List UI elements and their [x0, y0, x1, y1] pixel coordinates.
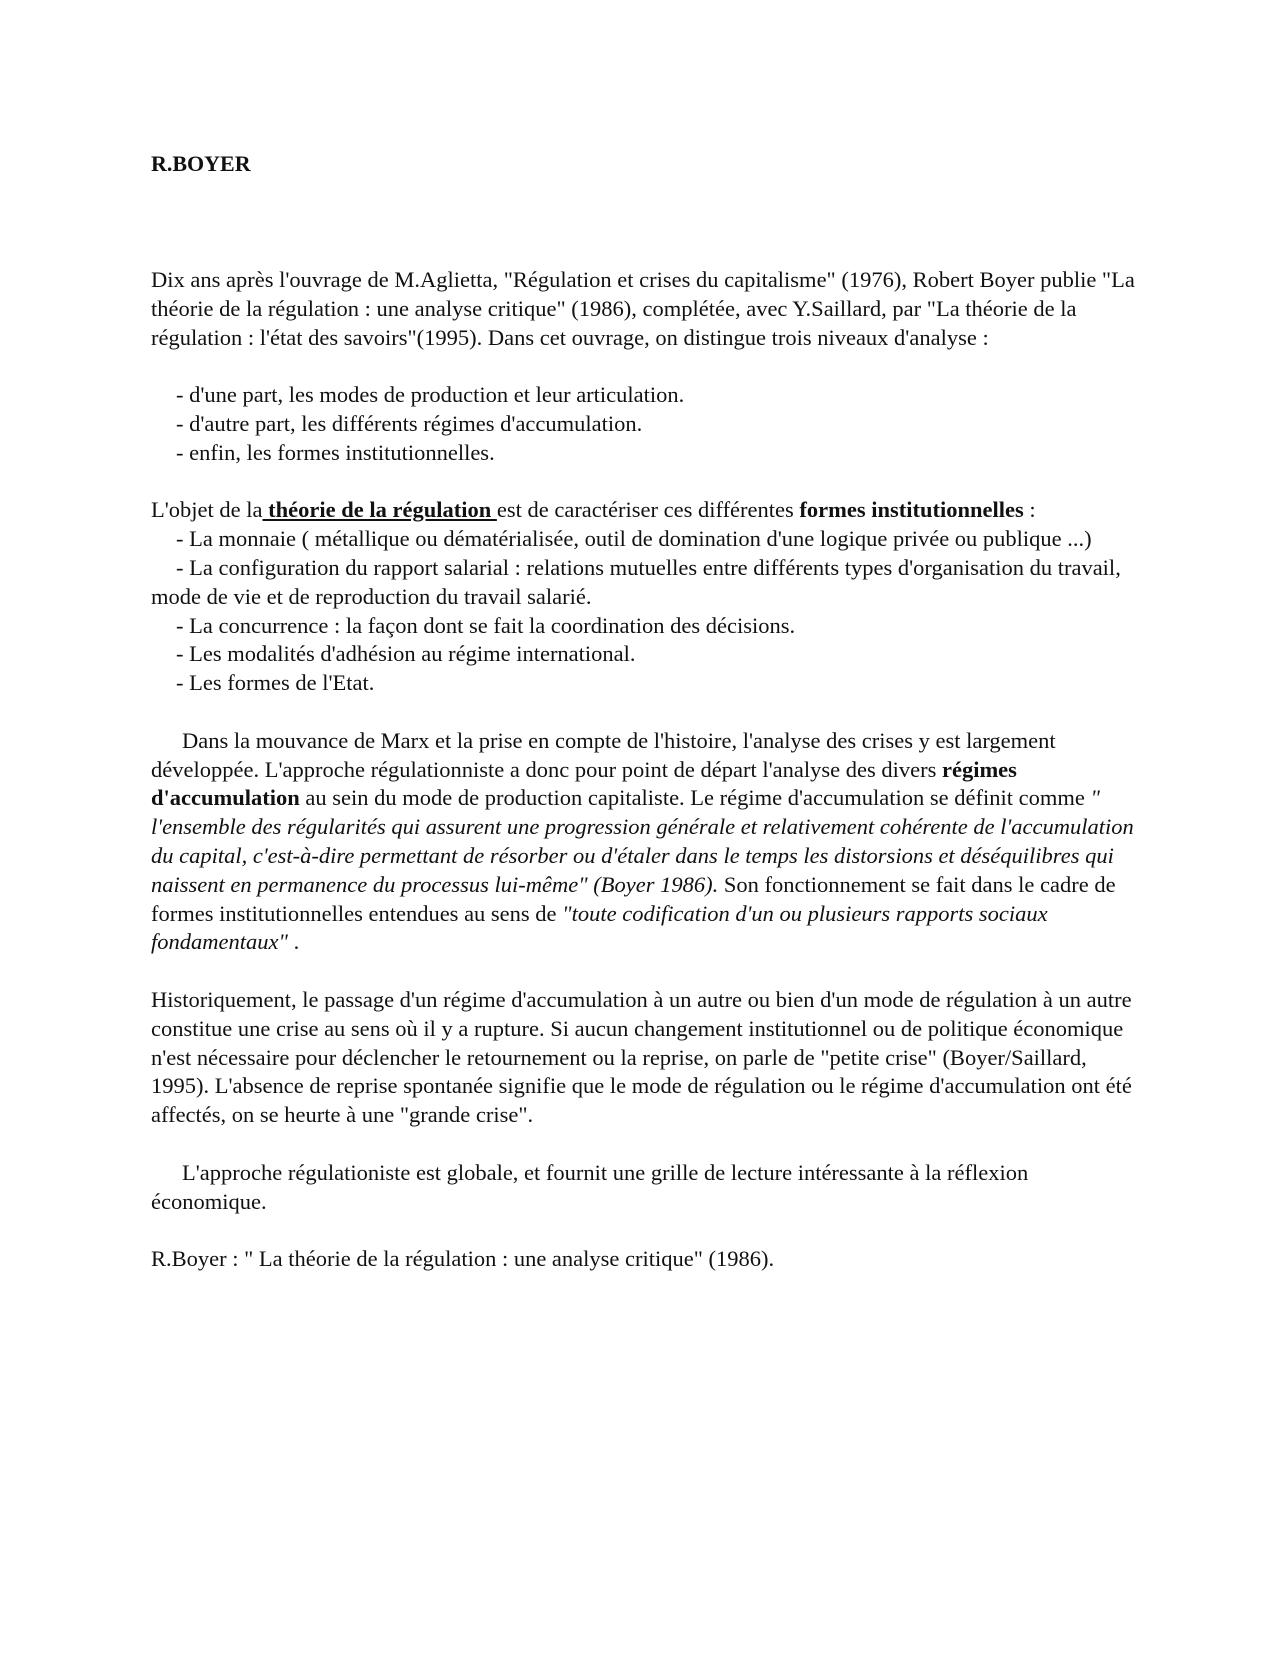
accumulation-regimes-term: régimes d'accumulation — [151, 756, 1017, 811]
object-prefix: L'objet de la — [151, 497, 263, 523]
object-paragraph — [151, 496, 1136, 525]
marx-text-3: Son fonctionnement se fait dans le cadre de formes institutionnelles entendues au sens de — [151, 871, 1116, 926]
object-suffix: : — [1023, 497, 1036, 523]
boyer-quote: " l'ensemble des régularités qui assurent une progression générale et relativement cohérente de l'accumulation du capital, c'est-à-dire permettant de résorber ou d'étaler dans le temps les distorsions et déséquilibres qui naissent en permanence du processus lui-même" (Boyer 1986). — [151, 785, 1134, 897]
list-item: - La configuration du rapport salarial : relations mutuelles entre différents types d'organisation du travail, mode de vie et de reproduction du travail salarié. — [151, 554, 1121, 609]
marx-text-2: au sein du mode de production capitaliste. Le régime d'accumulation se définit comme — [299, 785, 1091, 811]
marx-text-4: . — [287, 929, 300, 955]
list-item: - d'autre part, les différents régimes d'accumulation. — [176, 410, 643, 436]
institutional-forms-term: formes institutionnelles — [799, 497, 1024, 523]
list-item: - enfin, les formes institutionnelles. — [176, 439, 495, 465]
object-middle: est de caractériser ces différentes — [496, 497, 800, 523]
document-body — [151, 266, 1136, 1274]
list-item: - La concurrence : la façon dont se fait la coordination des décisions. — [176, 612, 796, 638]
intro-paragraph: Dix ans après l'ouvrage de M.Aglietta, "Régulation et crises du capitalisme" (1976), Robert Boyer publie "La théorie de la régulation : une analyse critique" (1986), complétée, avec Y.Saillard, par "La théorie de la régulation : l'état des savoirs"(1995). Dans cet ouvrage, on distingue trois niveaux d'analyse : — [151, 267, 1135, 350]
marx-text-1: Dans la mouvance de Marx et la prise en compte de l'histoire, l'analyse des crises y est largement développée. L'approche régulationniste a donc pour point de départ l'analyse des divers — [151, 727, 1056, 782]
codification-quote: "toute codification d'un ou plusieurs rapports sociaux fondamentaux" — [151, 900, 1048, 955]
regulation-theory-link[interactable]: théorie de la régulation — [262, 497, 497, 523]
historical-paragraph: Historiquement, le passage d'un régime d'accumulation à un autre ou bien d'un mode de régulation à un autre constitue une crise au sens où il y a rupture. Si aucun changement institutionnel ou de politique économique n'est nécessaire pour déclencher le retournement ou la reprise, on parle de "petite crise" (Boyer/Saillard, 1995). L'absence de reprise spontanée signifie que le mode de régulation ou le régime d'accumulation ont été affectés, on se heurte à une "grande crise". — [151, 986, 1132, 1128]
conclusion-paragraph: L'approche régulationiste est globale, et fournit une grille de lecture intéressante à la réflexion économique. — [151, 1159, 1029, 1214]
list-item: - Les modalités d'adhésion au régime international. — [176, 641, 636, 667]
marx-paragraph — [151, 727, 1136, 957]
list-item: - d'une part, les modes de production et leur articulation. — [176, 382, 685, 408]
list-item: - Les formes de l'Etat. — [176, 670, 375, 696]
page-title: R.BOYER — [151, 151, 251, 176]
list-item: - La monnaie ( métallique ou dématérialisée, outil de domination d'une logique privée ou publique ...) — [176, 526, 1092, 552]
reference-line: R.Boyer : " La théorie de la régulation : une analyse critique" (1986). — [151, 1246, 775, 1272]
